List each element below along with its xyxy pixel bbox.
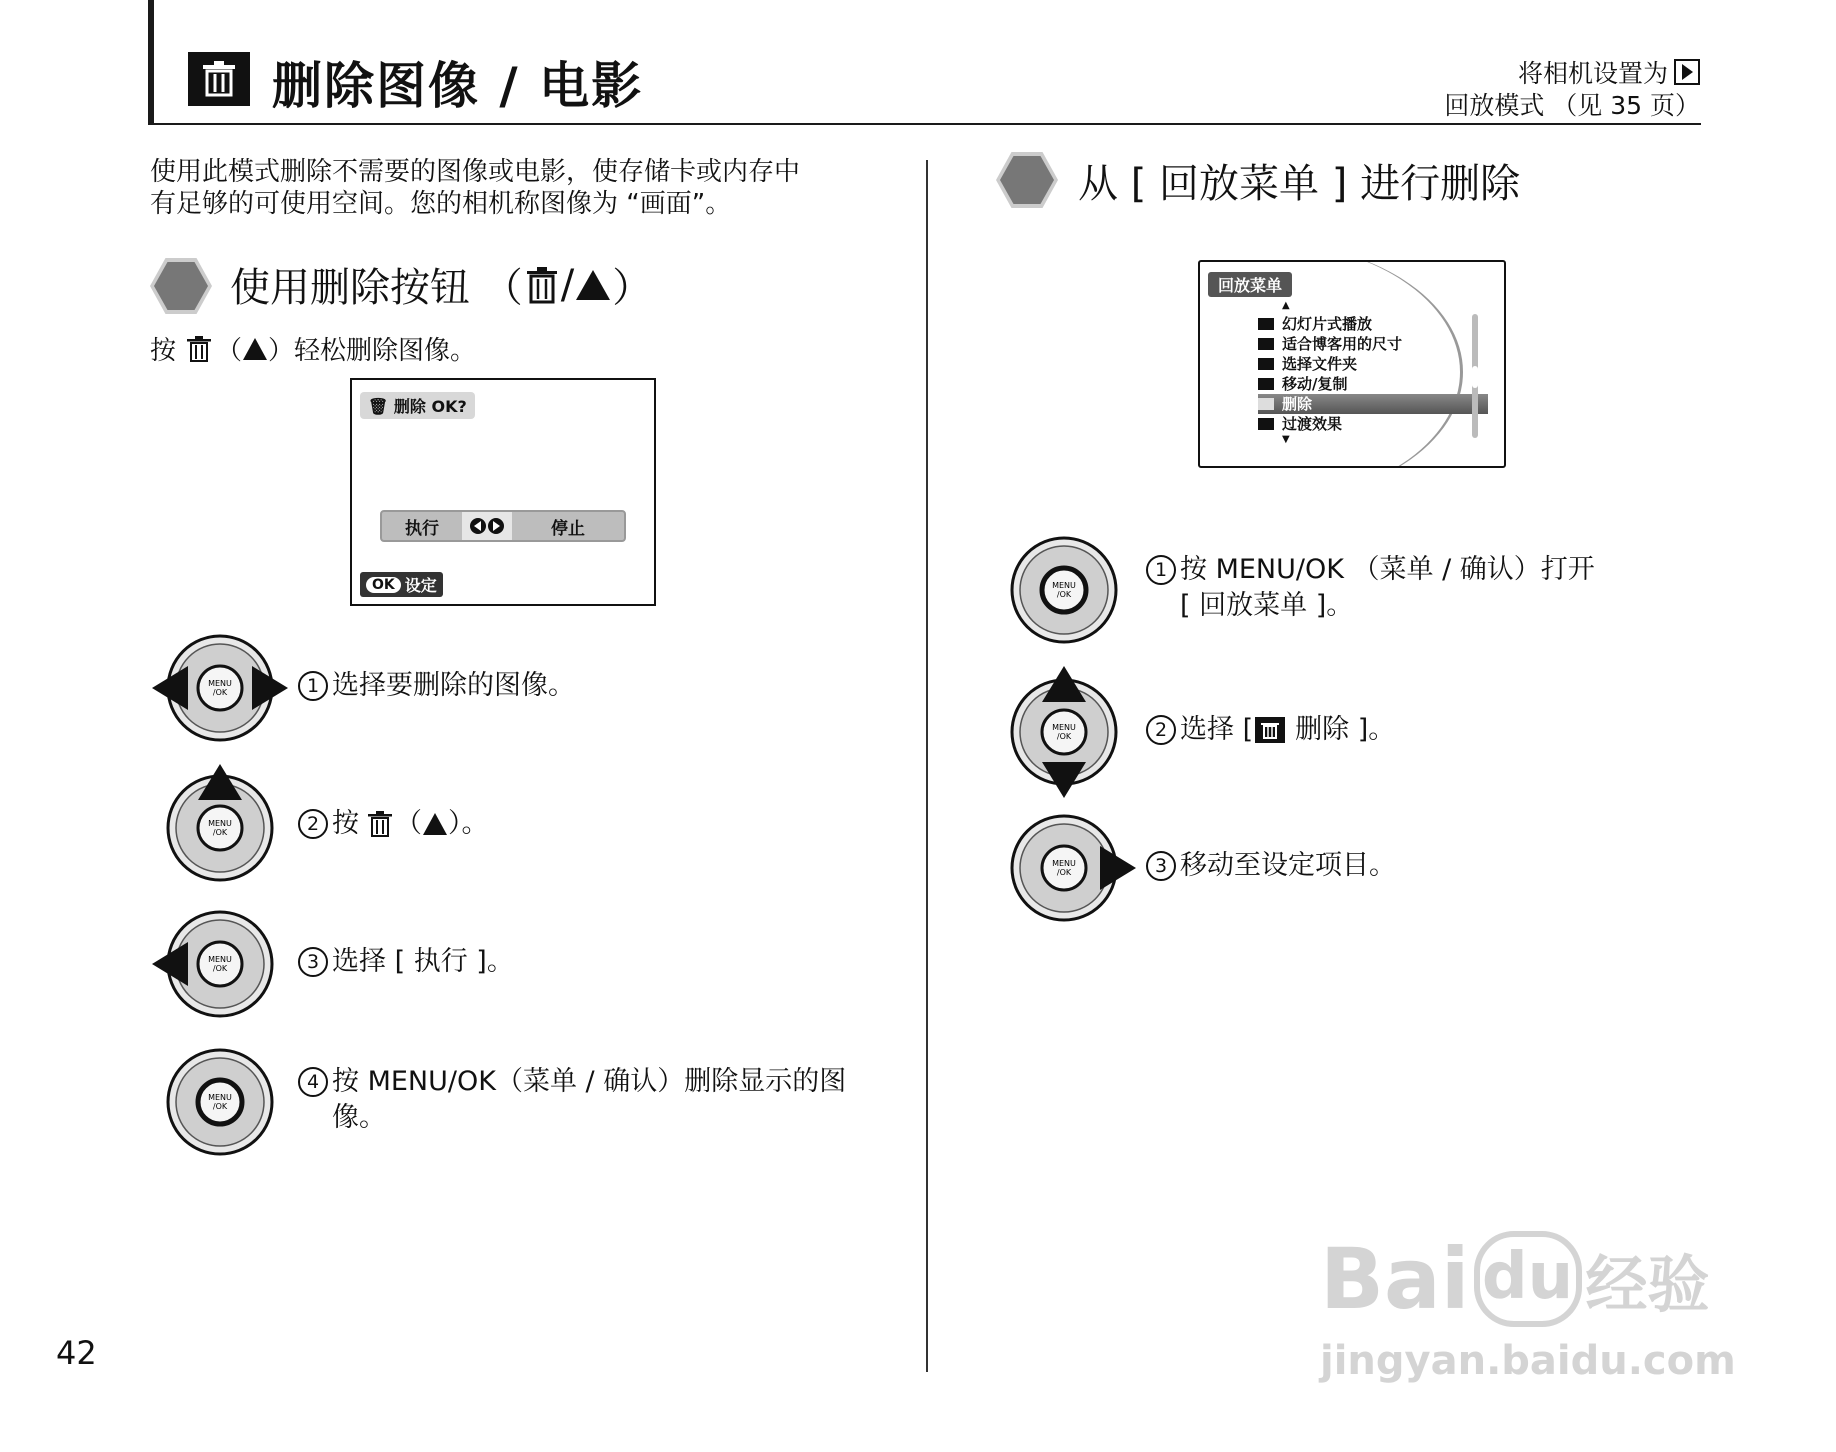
menu-title: 回放菜单: [1208, 272, 1292, 297]
right-step-3: [1146, 848, 1396, 884]
trash-icon: [1258, 398, 1274, 410]
trash-icon: [186, 335, 212, 363]
step-text-post: （: [395, 808, 422, 839]
svg-text:MENU: MENU: [1052, 723, 1076, 732]
step-number: 3: [1146, 851, 1176, 881]
step-text-pre: 选择 [: [1180, 714, 1254, 745]
svg-text:MENU: MENU: [1052, 581, 1076, 590]
trash-icon: [525, 265, 559, 305]
page-title: 删除图像 / 电影: [272, 57, 644, 115]
menu-item-label: 移动/复制: [1282, 375, 1348, 393]
menu-scrollbar[interactable]: [1472, 314, 1478, 438]
mode-note-line1: 将相机设置为: [1517, 59, 1668, 88]
svg-text:/OK: /OK: [1056, 590, 1072, 599]
lcd-title: 删除 OK?: [393, 397, 467, 416]
move-copy-icon: [1258, 378, 1274, 390]
step-text-post: 删除 ]。: [1295, 714, 1396, 745]
step-number: 1: [1146, 555, 1176, 585]
watermark-jingyan: 经验: [1585, 1247, 1710, 1321]
menu-item-select-folder[interactable]: [1258, 354, 1488, 374]
hexagon-inner: [154, 262, 208, 310]
dial-center: [164, 1046, 276, 1162]
page-number: 42: [56, 1334, 97, 1372]
mode-note-line2: 回放模式 （见 35 页）: [1444, 91, 1700, 120]
menu-item-label: 适合博客用的尺寸: [1282, 335, 1403, 353]
left-step-2: [298, 806, 489, 842]
triangle-up-icon: [574, 268, 612, 302]
dial-icon: [1008, 812, 1138, 924]
menu-item-move-copy[interactable]: [1258, 374, 1488, 394]
step-number: 3: [298, 947, 328, 977]
instruction-paren-close: ）: [268, 336, 295, 366]
svg-text:/OK: /OK: [212, 828, 228, 837]
trash-icon: 🗑: [368, 397, 389, 416]
svg-text:MENU: MENU: [208, 819, 232, 828]
left-step-1: [298, 668, 575, 704]
lcd-header: [360, 392, 475, 419]
scroll-up-icon[interactable]: ▲: [1282, 300, 1290, 311]
step-text-line1: 按 MENU/OK （菜单 / 确认）打开: [1180, 554, 1595, 585]
watermark-url: jingyan.baidu.com: [1320, 1338, 1736, 1384]
dial-icon: [164, 762, 276, 882]
svg-text:/OK: /OK: [212, 688, 228, 697]
intro-line1: 使用此模式删除不需要的图像或电影，使存储卡或内存中: [150, 157, 801, 187]
menu-item-label: 删除: [1282, 395, 1313, 413]
left-step-4: [298, 1064, 898, 1136]
svg-text:MENU: MENU: [208, 955, 232, 964]
blog-icon: [1258, 338, 1274, 350]
title-rule: [148, 123, 1701, 125]
menu-item-slideshow[interactable]: [1258, 314, 1488, 334]
left-heading-text: 使用删除按钮 （: [230, 265, 523, 311]
left-heading-slash: /: [560, 261, 575, 308]
playback-menu-screen: [1198, 260, 1506, 468]
right-step-1: [1146, 552, 1706, 624]
trash-icon: [1255, 717, 1285, 743]
svg-text:MENU: MENU: [1052, 859, 1076, 868]
step-text-pre: 按: [332, 808, 359, 839]
dial-icon: [150, 632, 290, 744]
step-number: 2: [1146, 715, 1176, 745]
lcd-ok-set: [360, 572, 443, 597]
triangle-up-icon: [242, 337, 268, 361]
slideshow-icon: [1258, 318, 1274, 330]
menu-item-label: 幻灯片式播放: [1282, 315, 1373, 333]
menu-item-transition[interactable]: [1258, 414, 1488, 434]
lcd-set-label: 设定: [404, 576, 437, 595]
right-step-2: [1146, 712, 1395, 748]
step-text-line2: 像。: [332, 1102, 386, 1133]
section-hexagon-icon: [150, 258, 212, 314]
step-number: 2: [298, 809, 328, 839]
instruction-post: 轻松删除图像。: [294, 336, 477, 366]
lcd-execute[interactable]: 执行: [405, 518, 439, 539]
intro-line2: 有足够的可使用空间。您的相机称图像为 “画面”。: [150, 189, 732, 219]
instruction-paren-open: （: [216, 336, 243, 366]
dial-icon: [1008, 664, 1120, 800]
step-text: 移动至设定项目。: [1180, 850, 1396, 881]
svg-text:MENU: MENU: [208, 1093, 232, 1102]
step-text: 选择要删除的图像。: [332, 670, 575, 701]
triangle-up-icon: [422, 812, 448, 836]
step-text: 选择 [ 执行 ]。: [332, 946, 514, 977]
section-hexagon-icon: [996, 152, 1058, 208]
menu-item-label: 选择文件夹: [1282, 355, 1358, 373]
step-text-line2: [ 回放菜单 ]。: [1180, 590, 1354, 621]
scrollbar-thumb[interactable]: [1472, 366, 1478, 388]
svg-text:/OK: /OK: [1056, 732, 1072, 741]
svg-text:/OK: /OK: [1056, 868, 1072, 877]
lcd-ok-label: OK: [366, 577, 401, 593]
dial-icon: [164, 1046, 276, 1158]
lcd-choice-bar[interactable]: [380, 510, 626, 542]
step-text-end: ）。: [448, 808, 489, 839]
left-heading-close: ）: [612, 265, 653, 311]
watermark-bai: Bai: [1320, 1230, 1470, 1328]
lcd-stop[interactable]: 停止: [551, 518, 585, 539]
svg-text:/OK: /OK: [212, 1102, 228, 1111]
dial-icon: [150, 908, 276, 1020]
dial-left: [150, 908, 276, 1024]
left-right-arrows-icon: [462, 512, 512, 540]
dial-center: [1008, 534, 1120, 650]
lcd-delete-confirm: [350, 378, 656, 606]
svg-text:MENU: MENU: [208, 679, 232, 688]
left-section-heading: [230, 256, 652, 313]
dial-up-down: [1008, 664, 1120, 804]
title-left-bar: [148, 0, 154, 124]
lcd-title-wrap: [360, 392, 475, 419]
svg-text:/OK: /OK: [212, 964, 228, 973]
left-step-3: [298, 944, 514, 980]
step-number: 1: [298, 671, 328, 701]
menu-list: [1258, 314, 1488, 434]
scroll-down-icon[interactable]: ▼: [1282, 434, 1290, 445]
menu-item-delete[interactable]: [1258, 394, 1488, 414]
dial-right: [1008, 812, 1138, 928]
dial-up: [164, 762, 276, 886]
play-icon: [1674, 59, 1700, 85]
dial-icon: [1008, 534, 1120, 646]
mode-note: [1444, 58, 1700, 122]
left-instruction: [150, 330, 476, 367]
watermark-du: du: [1474, 1231, 1582, 1327]
folder-icon: [1258, 358, 1274, 370]
trash-icon: [188, 52, 250, 106]
step-text-line1: 按 MENU/OK（菜单 / 确认）删除显示的图: [332, 1066, 847, 1097]
intro-text: [150, 156, 870, 220]
column-divider: [926, 160, 928, 1372]
step-number: 4: [298, 1067, 328, 1097]
baidu-watermark: [1320, 1230, 1710, 1328]
trash-icon: [367, 810, 393, 838]
menu-item-label: 过渡效果: [1282, 415, 1343, 433]
transition-icon: [1258, 418, 1274, 430]
dial-left-right: [150, 632, 290, 748]
menu-item-blog-size[interactable]: [1258, 334, 1488, 354]
instruction-pre: 按: [150, 336, 177, 366]
hexagon-inner: [1000, 156, 1054, 204]
right-section-heading: 从 [ 回放菜单 ] 进行删除: [1078, 161, 1521, 207]
